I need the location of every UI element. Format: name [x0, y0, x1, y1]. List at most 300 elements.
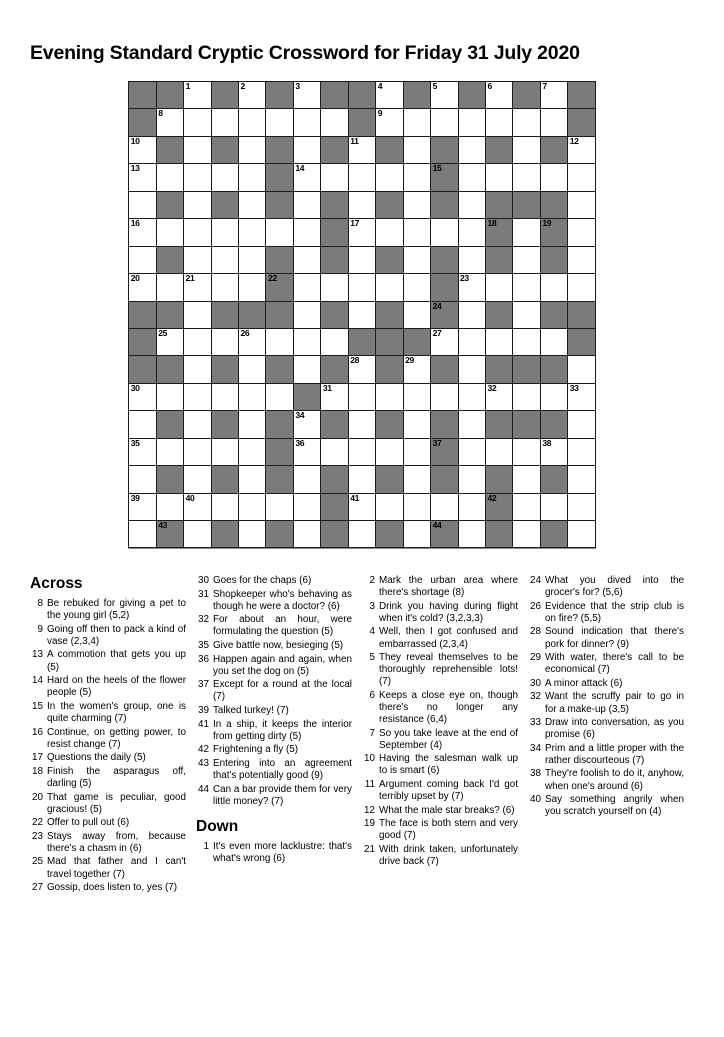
grid-cell-white[interactable]: [293, 191, 321, 219]
clue-number: 16: [32, 726, 43, 738]
grid-cell-number: 5: [432, 81, 437, 91]
clue-down-3[interactable]: [362, 601, 518, 625]
grid-cell-white[interactable]: [540, 493, 568, 521]
clue-across-17[interactable]: [30, 752, 186, 764]
grid-cell-white[interactable]: [320, 438, 348, 466]
grid-cell-white[interactable]: [238, 493, 266, 521]
grid-cell-white[interactable]: [458, 163, 486, 191]
grid-cell-block: [265, 191, 293, 219]
grid-cell-block: [403, 81, 431, 109]
grid-cell-white[interactable]: [211, 163, 239, 191]
clue-across-32[interactable]: [196, 614, 352, 638]
grid-cell-white[interactable]: [458, 246, 486, 274]
grid-cell-white[interactable]: [567, 493, 595, 521]
grid-cell-white[interactable]: [211, 383, 239, 411]
grid-cell-white[interactable]: [238, 136, 266, 164]
grid-cell-white[interactable]: [458, 191, 486, 219]
grid-cell-block: [156, 301, 184, 329]
grid-cell-white[interactable]: [430, 383, 458, 411]
grid-cell-white[interactable]: [211, 273, 239, 301]
clue-number: 43: [198, 757, 209, 769]
grid-cell-white[interactable]: [403, 301, 431, 329]
grid-cell-white[interactable]: [512, 465, 540, 493]
grid-cell-white[interactable]: [403, 493, 431, 521]
clue-number: 34: [530, 742, 541, 754]
grid-cell-white[interactable]: [485, 81, 513, 109]
grid-cell-white[interactable]: [375, 273, 403, 301]
clue-text: With water, there's call to be economical (7): [545, 652, 684, 676]
grid-cell-block: [156, 520, 184, 548]
grid-cell-number: 8: [158, 108, 163, 119]
grid-cell-white[interactable]: [348, 246, 376, 274]
grid-cell-white[interactable]: [512, 163, 540, 191]
grid-cell-white[interactable]: [183, 163, 211, 191]
clue-text: Keeps a close eye on, though there's no longer any resistance (6,4): [379, 689, 518, 726]
grid-cell-block: [512, 81, 540, 109]
grid-cell-block: [430, 136, 458, 164]
clue-down-19[interactable]: [362, 818, 518, 842]
grid-cell-white[interactable]: [567, 438, 595, 466]
crossword-grid[interactable]: [128, 81, 596, 549]
grid-cell-white[interactable]: [375, 218, 403, 246]
clue-across-42[interactable]: [196, 744, 352, 756]
crossword-grid-container: [0, 81, 724, 549]
grid-cell-white[interactable]: [293, 81, 321, 109]
clue-across-35[interactable]: [196, 640, 352, 652]
clue-down-21[interactable]: [362, 844, 518, 868]
grid-cell-white[interactable]: [348, 191, 376, 219]
clue-down-11[interactable]: [362, 779, 518, 803]
grid-cell-white[interactable]: [458, 108, 486, 136]
grid-cell-block: [293, 383, 321, 411]
grid-cell-block: [211, 465, 239, 493]
grid-cell-white[interactable]: [430, 108, 458, 136]
grid-cell-white[interactable]: [265, 108, 293, 136]
grid-cell-white[interactable]: [567, 163, 595, 191]
grid-cell-white[interactable]: [293, 136, 321, 164]
clue-across-13[interactable]: [30, 649, 186, 673]
clue-across-41[interactable]: [196, 719, 352, 743]
grid-cell-block: [540, 465, 568, 493]
grid-cell-white[interactable]: [293, 273, 321, 301]
grid-cell-white[interactable]: [128, 246, 156, 274]
grid-cell-white[interactable]: [485, 438, 513, 466]
grid-cell-white[interactable]: [128, 383, 156, 411]
grid-cell-white[interactable]: [430, 218, 458, 246]
grid-cell-white[interactable]: [183, 301, 211, 329]
clue-text: Sound indication that there's pork for dinner? (9): [545, 626, 684, 650]
grid-cell-white[interactable]: [458, 410, 486, 438]
grid-cell-white[interactable]: [485, 383, 513, 411]
grid-cell-white[interactable]: [265, 383, 293, 411]
grid-cell-white[interactable]: [320, 383, 348, 411]
grid-cell-white[interactable]: [238, 383, 266, 411]
grid-cell-white[interactable]: [540, 81, 568, 109]
clue-down-33[interactable]: [528, 717, 684, 741]
grid-cell-white[interactable]: [293, 410, 321, 438]
grid-cell-white[interactable]: [238, 246, 266, 274]
grid-cell-white[interactable]: [238, 273, 266, 301]
grid-cell-white[interactable]: [512, 218, 540, 246]
grid-cell-white[interactable]: [567, 136, 595, 164]
grid-cell-white[interactable]: [211, 438, 239, 466]
grid-cell-white[interactable]: [567, 246, 595, 274]
grid-cell-white[interactable]: [183, 218, 211, 246]
grid-cell-white[interactable]: [128, 136, 156, 164]
grid-cell-white[interactable]: [403, 163, 431, 191]
grid-cell-white[interactable]: [485, 273, 513, 301]
grid-cell-white[interactable]: [348, 493, 376, 521]
grid-cell-white[interactable]: [183, 438, 211, 466]
grid-cell-white[interactable]: [293, 355, 321, 383]
clue-across-44[interactable]: [196, 784, 352, 808]
clue-across-30[interactable]: [196, 575, 352, 587]
clue-number: 37: [198, 679, 209, 691]
grid-cell-white[interactable]: [156, 383, 184, 411]
grid-cell-white[interactable]: [430, 493, 458, 521]
clue-text: Shopkeeper who's behaving as though he were a doctor? (6): [213, 588, 352, 612]
grid-cell-white[interactable]: [430, 81, 458, 109]
grid-cell-white[interactable]: [293, 328, 321, 356]
grid-cell-white[interactable]: [320, 163, 348, 191]
grid-cell-white[interactable]: [458, 520, 486, 548]
grid-cell-block: [540, 410, 568, 438]
grid-cell-white[interactable]: [348, 163, 376, 191]
grid-cell-white[interactable]: [512, 520, 540, 548]
clue-text: Say something angrily when you scratch yourself on (4): [545, 794, 684, 818]
grid-cell-white[interactable]: [458, 301, 486, 329]
grid-cell-block: [156, 136, 184, 164]
grid-cell-white[interactable]: [183, 81, 211, 109]
clue-number: 31: [198, 588, 209, 600]
grid-cell-white[interactable]: [458, 328, 486, 356]
grid-cell-white[interactable]: [375, 163, 403, 191]
grid-cell-white[interactable]: [375, 81, 403, 109]
grid-cell-white[interactable]: [128, 465, 156, 493]
grid-cell-white[interactable]: [211, 218, 239, 246]
grid-cell-block: [265, 163, 293, 191]
grid-cell-block: [265, 438, 293, 466]
grid-cell-block: [403, 328, 431, 356]
grid-cell-white[interactable]: [375, 108, 403, 136]
grid-cell-white[interactable]: [156, 218, 184, 246]
grid-cell-white[interactable]: [567, 355, 595, 383]
grid-cell-white[interactable]: [183, 465, 211, 493]
grid-cell-block: [512, 410, 540, 438]
grid-cell-white[interactable]: [293, 301, 321, 329]
grid-cell-block: [320, 493, 348, 521]
grid-cell-white[interactable]: [512, 136, 540, 164]
clue-across-9[interactable]: [30, 624, 186, 648]
grid-cell-block: [320, 246, 348, 274]
grid-cell-white[interactable]: [567, 273, 595, 301]
grid-cell-white[interactable]: [403, 438, 431, 466]
grid-cell-white[interactable]: [183, 246, 211, 274]
clue-text: Happen again and again, when you set the dog on (5): [213, 653, 352, 677]
grid-cell-white[interactable]: [211, 108, 239, 136]
grid-cell-white[interactable]: [540, 438, 568, 466]
grid-cell-white[interactable]: [512, 328, 540, 356]
clue-number: 30: [530, 677, 541, 689]
grid-cell-white[interactable]: [512, 383, 540, 411]
grid-cell-white[interactable]: [238, 355, 266, 383]
grid-cell-white[interactable]: [403, 465, 431, 493]
grid-cell-white[interactable]: [458, 438, 486, 466]
clue-across-8[interactable]: [30, 598, 186, 622]
clue-number: 32: [198, 614, 209, 626]
grid-cell-white[interactable]: [375, 438, 403, 466]
grid-cell-white[interactable]: [403, 136, 431, 164]
clue-down-2[interactable]: [362, 575, 518, 599]
grid-cell-white[interactable]: [183, 191, 211, 219]
grid-cell-white[interactable]: [403, 273, 431, 301]
grid-cell-white[interactable]: [183, 383, 211, 411]
clue-down-4[interactable]: [362, 626, 518, 650]
grid-cell-number: 38: [542, 437, 552, 448]
grid-cell-white[interactable]: [512, 301, 540, 329]
grid-cell-white[interactable]: [567, 520, 595, 548]
grid-cell-white[interactable]: [238, 191, 266, 219]
grid-cell-white[interactable]: [512, 108, 540, 136]
grid-cell-white[interactable]: [238, 108, 266, 136]
grid-cell-white[interactable]: [238, 520, 266, 548]
grid-cell-white[interactable]: [512, 493, 540, 521]
grid-cell-white[interactable]: [430, 328, 458, 356]
grid-cell-white[interactable]: [128, 191, 156, 219]
clue-down-40[interactable]: [528, 794, 684, 818]
grid-cell-white[interactable]: [348, 383, 376, 411]
clue-text: Having the salesman walk up to is smart (6): [379, 753, 518, 777]
grid-cell-white[interactable]: [320, 273, 348, 301]
clue-down-6[interactable]: [362, 690, 518, 726]
grid-cell-block: [128, 328, 156, 356]
grid-cell-white[interactable]: [567, 218, 595, 246]
grid-cell-white[interactable]: [458, 218, 486, 246]
grid-cell-white[interactable]: [567, 465, 595, 493]
grid-cell-white[interactable]: [238, 81, 266, 109]
grid-cell-white[interactable]: [348, 355, 376, 383]
grid-cell-white[interactable]: [293, 163, 321, 191]
grid-cell-white[interactable]: [265, 328, 293, 356]
grid-cell-white[interactable]: [512, 273, 540, 301]
grid-cell-white[interactable]: [403, 383, 431, 411]
clue-down-28[interactable]: [528, 626, 684, 650]
grid-cell-white[interactable]: [265, 493, 293, 521]
grid-cell-white[interactable]: [458, 493, 486, 521]
grid-cell-white[interactable]: [403, 108, 431, 136]
clue-down-26[interactable]: [528, 601, 684, 625]
clue-down-10[interactable]: [362, 753, 518, 777]
grid-cell-white[interactable]: [403, 191, 431, 219]
grid-cell-white[interactable]: [458, 383, 486, 411]
grid-cell-white[interactable]: [293, 493, 321, 521]
grid-cell-white[interactable]: [348, 136, 376, 164]
grid-cell-white[interactable]: [293, 218, 321, 246]
grid-cell-white[interactable]: [183, 410, 211, 438]
grid-cell-white[interactable]: [348, 410, 376, 438]
grid-cell-number: 24: [432, 300, 442, 311]
clue-number: 26: [530, 600, 541, 612]
clue-down-32[interactable]: [528, 691, 684, 715]
grid-cell-block: [265, 520, 293, 548]
grid-cell-white[interactable]: [128, 163, 156, 191]
grid-cell-white[interactable]: [293, 108, 321, 136]
clue-text: A commotion that gets you up (5): [47, 649, 186, 673]
clue-across-14[interactable]: [30, 675, 186, 699]
clue-across-43[interactable]: [196, 758, 352, 782]
grid-cell-white[interactable]: [293, 465, 321, 493]
clue-down-38[interactable]: [528, 768, 684, 792]
clue-number: 38: [530, 768, 541, 780]
grid-cell-white[interactable]: [348, 438, 376, 466]
grid-cell-white[interactable]: [183, 108, 211, 136]
grid-cell-white[interactable]: [211, 493, 239, 521]
grid-cell-white[interactable]: [128, 520, 156, 548]
grid-cell-white[interactable]: [403, 218, 431, 246]
grid-cell-white[interactable]: [348, 301, 376, 329]
grid-cell-white[interactable]: [293, 520, 321, 548]
grid-cell-white[interactable]: [183, 355, 211, 383]
grid-cell-white[interactable]: [320, 108, 348, 136]
clue-down-34[interactable]: [528, 743, 684, 767]
clue-across-18[interactable]: [30, 766, 186, 790]
clue-down-24[interactable]: [528, 575, 684, 599]
clue-number: 25: [32, 856, 43, 868]
grid-cell-white[interactable]: [567, 191, 595, 219]
grid-cell-block: [265, 301, 293, 329]
grid-cell-white[interactable]: [238, 410, 266, 438]
grid-cell-white[interactable]: [128, 410, 156, 438]
clue-across-37[interactable]: [196, 679, 352, 703]
clue-number: 14: [32, 675, 43, 687]
clue-across-25[interactable]: [30, 856, 186, 880]
clue-number: 36: [198, 653, 209, 665]
clue-across-39[interactable]: [196, 705, 352, 717]
grid-cell-white[interactable]: [211, 246, 239, 274]
grid-cell-white[interactable]: [375, 493, 403, 521]
grid-cell-white[interactable]: [238, 465, 266, 493]
grid-cell-white[interactable]: [403, 410, 431, 438]
grid-cell-white[interactable]: [512, 438, 540, 466]
clue-text: Continue, on getting power, to resist change (7): [47, 726, 186, 750]
grid-cell-white[interactable]: [128, 273, 156, 301]
grid-cell-block: [211, 410, 239, 438]
grid-cell-white[interactable]: [540, 328, 568, 356]
grid-cell-block: [540, 355, 568, 383]
grid-cell-white[interactable]: [540, 163, 568, 191]
grid-cell-white[interactable]: [156, 163, 184, 191]
grid-cell-white[interactable]: [540, 383, 568, 411]
clue-across-22[interactable]: [30, 817, 186, 829]
grid-cell-white[interactable]: [458, 465, 486, 493]
grid-cell-block: [320, 410, 348, 438]
grid-cell-block: [320, 218, 348, 246]
grid-cell-white[interactable]: [320, 328, 348, 356]
grid-cell-block: [265, 81, 293, 109]
clue-down-5[interactable]: [362, 652, 518, 688]
grid-cell-white[interactable]: [183, 493, 211, 521]
clue-down-1[interactable]: [196, 841, 352, 865]
grid-cell-white[interactable]: [348, 218, 376, 246]
grid-cell-white[interactable]: [156, 493, 184, 521]
grid-cell-white[interactable]: [540, 108, 568, 136]
grid-cell-white[interactable]: [485, 328, 513, 356]
grid-cell-white[interactable]: [403, 355, 431, 383]
clue-across-20[interactable]: [30, 792, 186, 816]
grid-cell-white[interactable]: [238, 218, 266, 246]
clue-text: Argument coming back I'd got terribly upset by (7): [379, 779, 518, 803]
grid-cell-white[interactable]: [128, 218, 156, 246]
grid-cell-white[interactable]: [567, 410, 595, 438]
clue-text: Drink you having during flight when it's cold? (3,2,3,3): [379, 600, 518, 624]
grid-cell-white[interactable]: [403, 520, 431, 548]
grid-cell-white[interactable]: [348, 273, 376, 301]
clue-across-23[interactable]: [30, 831, 186, 855]
grid-cell-block: [485, 191, 513, 219]
clue-across-15[interactable]: [30, 701, 186, 725]
grid-cell-white[interactable]: [403, 246, 431, 274]
grid-cell-number: 18: [487, 218, 497, 229]
grid-cell-white[interactable]: [156, 328, 184, 356]
grid-cell-white[interactable]: [238, 163, 266, 191]
grid-cell-white[interactable]: [183, 328, 211, 356]
grid-cell-white[interactable]: [567, 383, 595, 411]
grid-cell-white[interactable]: [238, 328, 266, 356]
grid-cell-white[interactable]: [458, 136, 486, 164]
clue-across-36[interactable]: [196, 654, 352, 678]
grid-cell-white[interactable]: [156, 273, 184, 301]
clues-section: [30, 575, 694, 896]
clue-text: Well, then I got confused and embarrassed (2,3,4): [379, 626, 518, 650]
grid-cell-white[interactable]: [458, 273, 486, 301]
clue-across-16[interactable]: [30, 727, 186, 751]
grid-cell-white[interactable]: [485, 163, 513, 191]
grid-cell-white[interactable]: [183, 136, 211, 164]
clue-across-31[interactable]: [196, 589, 352, 613]
grid-cell-white[interactable]: [156, 108, 184, 136]
grid-cell-white[interactable]: [293, 246, 321, 274]
clue-column-2: [196, 575, 362, 896]
grid-cell-white[interactable]: [211, 328, 239, 356]
clue-down-7[interactable]: [362, 728, 518, 752]
clue-text: They're foolish to do it, anyhow, when one's around (6): [545, 768, 684, 792]
grid-cell-white[interactable]: [183, 273, 211, 301]
grid-cell-white[interactable]: [183, 520, 211, 548]
grid-cell-white[interactable]: [375, 383, 403, 411]
grid-cell-white[interactable]: [458, 355, 486, 383]
grid-cell-white[interactable]: [128, 493, 156, 521]
grid-cell-white[interactable]: [348, 520, 376, 548]
clue-down-30[interactable]: [528, 678, 684, 690]
clue-number: 21: [364, 844, 375, 856]
grid-cell-white[interactable]: [128, 438, 156, 466]
clue-down-12[interactable]: [362, 805, 518, 817]
grid-cell-white[interactable]: [293, 438, 321, 466]
grid-cell-white[interactable]: [540, 273, 568, 301]
grid-cell-block: [320, 81, 348, 109]
grid-cell-number: 30: [130, 382, 140, 393]
grid-cell-block: [265, 355, 293, 383]
grid-cell-white[interactable]: [348, 465, 376, 493]
clue-down-29[interactable]: [528, 652, 684, 676]
grid-cell-white[interactable]: [156, 438, 184, 466]
clue-text: What you dived into the grocer's for? (5,6): [545, 575, 684, 599]
grid-cell-white[interactable]: [265, 218, 293, 246]
grid-cell-white[interactable]: [485, 108, 513, 136]
grid-cell-white[interactable]: [512, 246, 540, 274]
grid-cell-white[interactable]: [238, 438, 266, 466]
clue-across-27[interactable]: [30, 882, 186, 894]
